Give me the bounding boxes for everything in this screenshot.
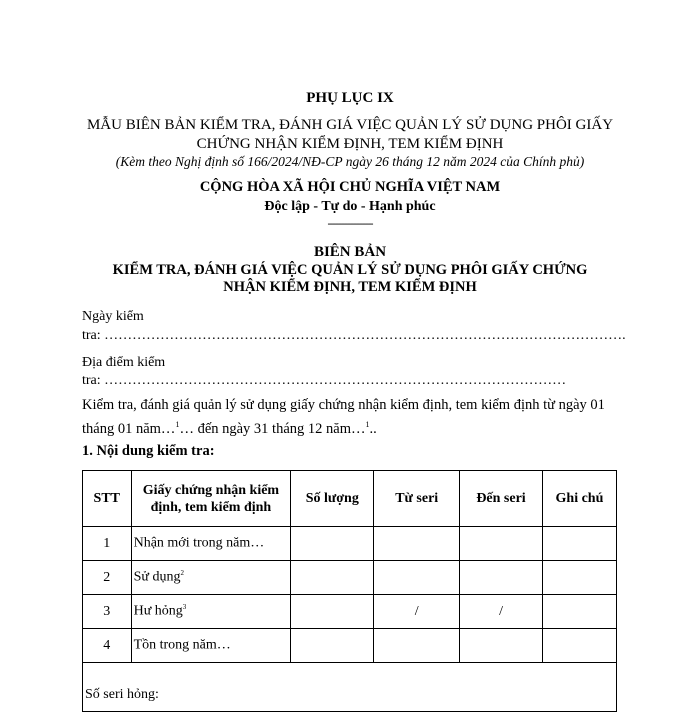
form-title-line1: MẪU BIÊN BẢN KIỂM TRA, ĐÁNH GIÁ VIỆC QUẢN LÝ SỬ DỤNG PHÔI GIẤY bbox=[86, 117, 614, 133]
inspection-place-label: Địa điểm kiểm bbox=[82, 355, 166, 370]
report-subtitle bbox=[0, 262, 700, 296]
item-label: Hư hỏng bbox=[133, 603, 183, 619]
report-subtitle-line2: NHẬN KIỂM ĐỊNH, TEM KIỂM ĐỊNH bbox=[223, 279, 477, 295]
inspection-period-paragraph bbox=[82, 396, 612, 439]
cell-quantity[interactable] bbox=[291, 527, 374, 561]
cell-note[interactable] bbox=[542, 561, 616, 595]
section-title: 1. Nội dung kiểm tra: bbox=[82, 443, 215, 459]
cell-stt: 4 bbox=[83, 629, 132, 663]
header-item: Giấy chứng nhận kiểm định, tem kiểm định bbox=[131, 471, 291, 527]
cell-item bbox=[131, 527, 291, 561]
table-row bbox=[83, 527, 617, 561]
cell-stt: 1 bbox=[83, 527, 132, 561]
cell-note[interactable] bbox=[542, 527, 616, 561]
table-row bbox=[83, 595, 617, 629]
cell-to-serial[interactable] bbox=[460, 629, 543, 663]
inspection-date-field[interactable]: tra: …………………………………………………………………………………………………. bbox=[82, 328, 626, 343]
item-label: Tồn trong năm… bbox=[133, 637, 231, 653]
appendix-title: PHỤ LỤC IX bbox=[306, 90, 394, 106]
inspection-date-label: Ngày kiểm bbox=[82, 309, 144, 324]
cell-from-serial[interactable]: / bbox=[374, 595, 460, 629]
form-title bbox=[0, 116, 700, 154]
table-row bbox=[83, 629, 617, 663]
decree-reference: (Kèm theo Nghị định số 166/2024/NĐ-CP ngày 26 tháng 12 năm 2024 của Chính phủ) bbox=[115, 154, 585, 169]
header-from-serial: Từ seri bbox=[374, 471, 460, 527]
cell-item bbox=[131, 561, 291, 595]
cell-from-serial[interactable] bbox=[374, 527, 460, 561]
cell-note[interactable] bbox=[542, 595, 616, 629]
cell-to-serial[interactable] bbox=[460, 527, 543, 561]
header-quantity: Số lượng bbox=[291, 471, 374, 527]
cell-from-serial[interactable] bbox=[374, 629, 460, 663]
table-row bbox=[83, 561, 617, 595]
divider: --------------- bbox=[327, 216, 373, 230]
form-title-line2: CHỨNG NHẬN KIỂM ĐỊNH, TEM KIỂM ĐỊNH bbox=[196, 136, 504, 152]
header-stt: STT bbox=[83, 471, 132, 527]
cell-quantity[interactable] bbox=[291, 629, 374, 663]
cell-item bbox=[131, 629, 291, 663]
report-title: BIÊN BẢN bbox=[313, 244, 387, 260]
cell-stt: 2 bbox=[83, 561, 132, 595]
report-subtitle-line1: KIỂM TRA, ĐÁNH GIÁ VIỆC QUẢN LÝ SỬ DỤNG PHÔI GIẤY CHỨNG bbox=[112, 262, 588, 278]
header-note: Ghi chú bbox=[542, 471, 616, 527]
national-title: CỘNG HÒA XÃ HỘI CHỦ NGHĨA VIỆT NAM bbox=[199, 179, 501, 195]
item-label: Nhận mới trong năm… bbox=[133, 535, 265, 551]
damaged-serials-cell[interactable]: Số seri hỏng: bbox=[83, 663, 617, 712]
cell-quantity[interactable] bbox=[291, 595, 374, 629]
header-to-serial: Đến seri bbox=[460, 471, 543, 527]
table-footer-row bbox=[83, 663, 617, 712]
paragraph-text-3: .. bbox=[369, 420, 377, 437]
inspection-place-field[interactable]: tra: ……………………………………………………………………………………… bbox=[82, 373, 567, 388]
inspection-table bbox=[82, 470, 617, 712]
footnote-ref: 3 bbox=[182, 603, 187, 612]
item-label: Sử dụng bbox=[133, 569, 181, 585]
cell-note[interactable] bbox=[542, 629, 616, 663]
table-header-row bbox=[83, 471, 617, 527]
cell-from-serial[interactable] bbox=[374, 561, 460, 595]
cell-quantity[interactable] bbox=[291, 561, 374, 595]
paragraph-text-1: Kiểm tra, đánh giá quản lý sử dụng giấy chứng nhận kiểm định, tem kiểm định từ ngày 01 tháng 01 năm… bbox=[82, 397, 605, 437]
footnote-ref: 1 bbox=[365, 420, 370, 429]
footnote-ref: 1 bbox=[175, 420, 180, 429]
cell-to-serial[interactable] bbox=[460, 561, 543, 595]
cell-stt: 3 bbox=[83, 595, 132, 629]
national-motto: Độc lập - Tự do - Hạnh phúc bbox=[264, 199, 436, 214]
footnote-ref: 2 bbox=[180, 569, 184, 578]
cell-to-serial[interactable]: / bbox=[460, 595, 543, 629]
cell-item bbox=[131, 595, 291, 629]
paragraph-text-2: … đến ngày 31 tháng 12 năm… bbox=[179, 420, 366, 437]
